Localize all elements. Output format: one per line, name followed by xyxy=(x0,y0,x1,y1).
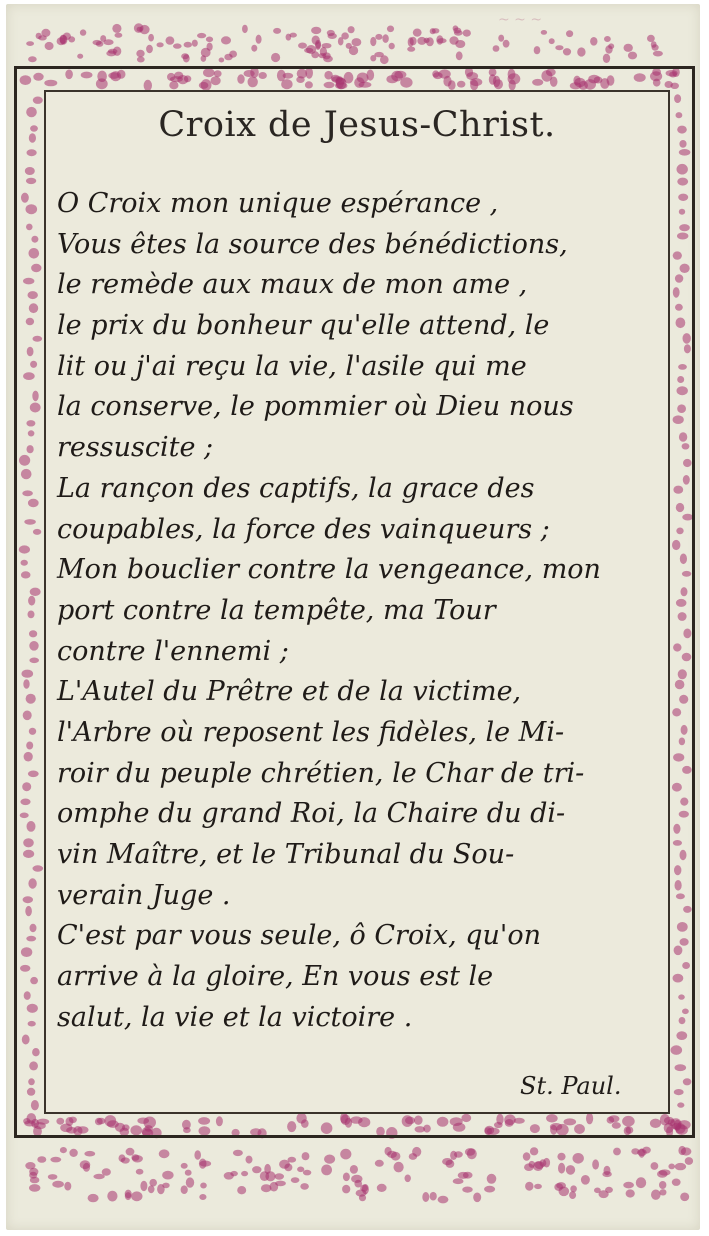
ornament-dot xyxy=(394,1162,404,1173)
ornament-dot xyxy=(48,1174,58,1180)
ornament-dot xyxy=(651,1190,661,1200)
ornament-dot xyxy=(26,41,34,46)
ornament-dot xyxy=(660,1189,667,1195)
ornament-dot xyxy=(557,1153,565,1161)
ornament-dot xyxy=(370,37,376,46)
ornament-dot xyxy=(256,35,262,44)
text-line: O Croix mon unique espérance , xyxy=(57,188,499,219)
signature: St. Paul. xyxy=(520,1072,622,1100)
ornament-dot xyxy=(181,1185,188,1194)
ornament-dot xyxy=(30,1177,40,1184)
ornament-dot xyxy=(36,33,42,39)
ornament-dot xyxy=(29,1168,38,1176)
ornament-dot xyxy=(181,1163,188,1169)
ornament-dot xyxy=(678,1146,686,1155)
ornament-dot xyxy=(651,1162,659,1170)
ornament-dot xyxy=(273,28,281,34)
ornament-dot xyxy=(132,1155,143,1162)
ornament-dot xyxy=(408,37,414,47)
ornament-dot xyxy=(377,1184,387,1192)
ornament-dot xyxy=(311,27,321,34)
ornament-dot xyxy=(350,1165,358,1174)
ornament-dot xyxy=(385,1147,392,1156)
ornament-dot xyxy=(107,1191,117,1202)
ornament-dot xyxy=(442,1158,453,1165)
ornament-dot xyxy=(623,1182,634,1189)
ornament-dot xyxy=(113,47,121,56)
ornament-dot xyxy=(581,1175,590,1185)
ornament-dot xyxy=(321,1165,332,1176)
ornament-dot xyxy=(251,45,257,52)
ornament-dot xyxy=(183,54,190,62)
ornament-dot xyxy=(279,1160,290,1169)
ornament-dot xyxy=(573,1153,584,1164)
ornament-dot xyxy=(624,44,633,52)
ornament-dot xyxy=(298,43,307,49)
ornament-dot xyxy=(126,1148,135,1156)
ornament-dot xyxy=(659,1181,666,1189)
ornament-dot xyxy=(60,1147,67,1153)
ornament-dot xyxy=(407,47,415,52)
ornament-dot xyxy=(115,33,123,38)
ornament-dot xyxy=(454,1151,463,1157)
ornament-dot xyxy=(685,1157,693,1165)
ornament-dot xyxy=(64,1182,71,1191)
ornament-dot xyxy=(605,45,612,53)
ornament-dot xyxy=(449,36,458,45)
text-line: La rançon des captifs, la grace des xyxy=(57,472,535,504)
ornament-dot xyxy=(328,33,337,39)
ornament-dot xyxy=(370,55,376,61)
text-line: coupables, la force des vainqueurs ; xyxy=(57,513,550,545)
ornament-dot xyxy=(668,1164,675,1170)
ornament-dot xyxy=(140,1181,147,1191)
ornament-dot xyxy=(503,40,510,48)
text-line: verain Juge . xyxy=(57,879,231,911)
ornament-dot xyxy=(137,57,145,63)
ornament-dot xyxy=(93,1174,104,1179)
ornament-dot xyxy=(554,1183,563,1191)
ornament-dot xyxy=(391,1152,401,1161)
ornament-dot xyxy=(541,30,547,35)
ornament-dot xyxy=(229,51,237,58)
ornament-dot xyxy=(297,1167,304,1173)
ornament-dot xyxy=(604,36,611,42)
ornament-dot xyxy=(530,1147,538,1155)
ornament-dot xyxy=(302,1152,310,1160)
ornament-dot xyxy=(359,1194,366,1201)
ornament-dot xyxy=(605,1187,613,1193)
ornament-dot xyxy=(121,1157,130,1163)
ornament-dot xyxy=(300,1183,309,1190)
ornament-dot xyxy=(136,1169,144,1175)
ornament-dot xyxy=(157,42,164,47)
ornament-dot xyxy=(590,37,597,46)
ornament-dot xyxy=(405,1175,411,1183)
ornament-dot xyxy=(291,1177,300,1183)
ornament-dot xyxy=(304,48,313,53)
text-line: roir du peuple chrétien, le Char de tri- xyxy=(57,757,585,789)
ornament-dot xyxy=(569,1191,576,1199)
ornament-dot xyxy=(349,46,358,55)
ornament-dot xyxy=(166,36,175,44)
ornament-dot xyxy=(523,1152,531,1161)
ornament-dot xyxy=(352,38,362,46)
text-line: vin Maître, et le Tribunal du Sou- xyxy=(57,839,515,870)
ornament-dot xyxy=(322,43,332,48)
ornament-dot xyxy=(534,1184,542,1189)
ornament-dot xyxy=(192,40,198,47)
text-line: Mon bouclier contre la vengeance, mon xyxy=(57,554,601,586)
ornament-dot xyxy=(462,1187,472,1193)
ornament-dot xyxy=(162,1171,173,1180)
ornament-dot xyxy=(184,42,192,48)
ornament-dot xyxy=(274,1173,284,1179)
ornament-dot xyxy=(637,1149,647,1156)
ornament-dot xyxy=(534,46,541,54)
ornament-dot xyxy=(125,1192,132,1200)
ornament-dot xyxy=(348,26,355,33)
text-line: le remède aux maux de mon ame , xyxy=(57,269,528,301)
ornament-dot xyxy=(549,38,555,44)
ornament-dot xyxy=(453,25,459,31)
ornament-dot xyxy=(487,1174,497,1184)
ornament-dot xyxy=(77,54,83,59)
ornament-dot xyxy=(136,50,144,58)
ornament-dot xyxy=(29,1184,40,1192)
ornament-dot xyxy=(186,1177,194,1187)
ornament-dot xyxy=(286,34,292,41)
ornament-dot xyxy=(52,1181,64,1188)
ornament-dot xyxy=(252,1166,261,1173)
ornament-dot xyxy=(430,1192,437,1201)
ornament-dot xyxy=(529,1161,535,1168)
ornament-dot xyxy=(566,1165,575,1175)
ornament-dot xyxy=(603,54,610,63)
ornament-dot xyxy=(453,1178,464,1184)
text-line: la conserve, le pommier où Dieu nous xyxy=(57,391,574,423)
text-line: port contre la tempête, ma Tour xyxy=(57,594,496,626)
ornament-dot xyxy=(566,30,573,37)
ornament-dot xyxy=(201,55,207,62)
ornament-dot xyxy=(237,1186,246,1194)
ornament-dot xyxy=(148,1185,155,1193)
ornament-dot xyxy=(162,1183,169,1189)
ornament-dot xyxy=(387,26,394,33)
ornament-dot xyxy=(200,1161,212,1167)
ornament-dot xyxy=(112,24,121,33)
ornament-dot xyxy=(134,23,144,33)
ornament-dot xyxy=(200,1183,207,1189)
ornament-dot xyxy=(207,43,213,51)
ornament-dot xyxy=(93,40,102,45)
ornament-dot xyxy=(224,1172,234,1180)
ornament-dot xyxy=(570,1185,577,1192)
ornament-dot xyxy=(675,1163,686,1170)
ornament-dot xyxy=(438,1196,449,1204)
ornament-dot xyxy=(412,1147,421,1157)
ornament-dot xyxy=(463,1172,473,1179)
ornament-dot xyxy=(185,1170,192,1176)
ornament-dot xyxy=(653,51,663,57)
ornament-dot xyxy=(577,47,585,56)
text-line: C'est par vous seule, ô Croix, qu'on xyxy=(57,920,541,952)
ornament-dot xyxy=(149,1179,157,1187)
ornament-dot xyxy=(680,1193,689,1202)
ornament-dot xyxy=(50,1157,61,1163)
text-line: lit ou j'ai reçu la vie, l'asile qui me xyxy=(57,350,527,382)
card-title: Croix de Jesus-Christ. xyxy=(158,105,556,145)
ornament-dot xyxy=(100,35,106,42)
ornament-dot xyxy=(628,52,637,60)
text-line: l'Arbre où reposent les fidèles, le Mi- xyxy=(57,716,565,748)
ornament-dot xyxy=(525,1182,533,1191)
text-line: Vous êtes la source des bénédictions, xyxy=(57,228,568,260)
ornament-dot xyxy=(275,1181,286,1187)
prayer-text xyxy=(57,184,662,1038)
ornament-dot xyxy=(69,1149,77,1157)
ornament-dot xyxy=(382,34,388,43)
ornament-dot xyxy=(647,35,655,42)
ornament-dot xyxy=(88,1194,99,1202)
ornament-dot xyxy=(463,29,471,36)
ornament-dot xyxy=(375,34,382,40)
ornament-dot xyxy=(343,1173,350,1182)
ornament-dot xyxy=(342,1185,350,1194)
ornament-dot xyxy=(636,1177,646,1188)
ornament-dot xyxy=(84,1151,95,1157)
ornament-dot xyxy=(592,1159,599,1169)
ornament-dot xyxy=(303,1170,311,1176)
ornament-dot xyxy=(221,36,231,44)
ornament-dot xyxy=(246,1156,253,1164)
ornament-dot xyxy=(219,58,225,63)
ornament-dot xyxy=(473,1193,481,1203)
ornament-dot xyxy=(197,33,206,38)
ornament-dot xyxy=(194,1150,201,1160)
ornament-dot xyxy=(375,1160,384,1167)
ornament-dot xyxy=(341,32,349,39)
ornament-dot xyxy=(493,45,500,52)
ornament-dot xyxy=(80,29,86,35)
ornament-dot xyxy=(264,1164,271,1174)
ornament-dot xyxy=(657,1170,668,1177)
ornament-dot xyxy=(233,1150,243,1156)
ornament-dot xyxy=(426,37,434,46)
ornament-dot xyxy=(242,25,248,33)
text-line: contre l'ennemi ; xyxy=(57,635,289,667)
ornament-dot xyxy=(28,56,37,62)
ornament-dot xyxy=(498,35,504,42)
text-line: arrive à la gloire, En vous est le xyxy=(57,961,494,993)
ornament-dot xyxy=(271,53,280,62)
ornament-dot xyxy=(241,1171,248,1176)
ornament-dot xyxy=(380,55,389,64)
ornament-dot xyxy=(413,28,422,36)
ornament-dot xyxy=(652,44,659,50)
ornament-dot xyxy=(613,1148,621,1156)
ornament-dot xyxy=(465,1148,475,1156)
text-line: L'Autel du Prêtre et de la victime, xyxy=(57,676,522,708)
ornament-dot xyxy=(558,1163,565,1174)
ornament-dot xyxy=(199,1194,206,1200)
ornament-dot xyxy=(672,1179,681,1186)
collection-stamp-mark: ~ ~ ~ xyxy=(498,12,543,28)
ornament-dot xyxy=(563,48,571,55)
ornament-dot xyxy=(37,1156,46,1163)
ornament-dot xyxy=(206,37,213,43)
text-line: omphe du grand Roi, la Chaire du di- xyxy=(57,798,566,830)
ornament-dot xyxy=(315,41,321,50)
ornament-dot xyxy=(555,45,563,50)
ornament-dot xyxy=(131,1191,142,1201)
text-line: le prix du bonheur qu'elle attend, le xyxy=(57,310,550,342)
ornament-dot xyxy=(437,38,447,43)
text-line: salut, la vie et la victoire . xyxy=(57,1001,413,1033)
ornament-dot xyxy=(602,1171,611,1177)
ornament-dot xyxy=(148,34,154,42)
ornament-dot xyxy=(626,1189,635,1197)
ornament-dot xyxy=(173,43,182,48)
ornament-dot xyxy=(389,43,395,50)
ornament-dot xyxy=(146,45,153,53)
ornament-dot xyxy=(45,42,54,50)
text-line: ressuscite ; xyxy=(57,432,214,464)
ornament-dot xyxy=(324,1155,335,1164)
ornament-dot xyxy=(484,1186,495,1193)
ornament-dot xyxy=(80,1160,91,1169)
ornament-dot xyxy=(340,1149,351,1160)
ornament-dot xyxy=(159,1149,170,1158)
ornament-dot xyxy=(422,1192,429,1202)
ornament-dot xyxy=(456,51,463,60)
ornament-dot xyxy=(63,33,71,40)
ornament-dot xyxy=(319,53,327,58)
ornament-dot xyxy=(430,28,436,34)
